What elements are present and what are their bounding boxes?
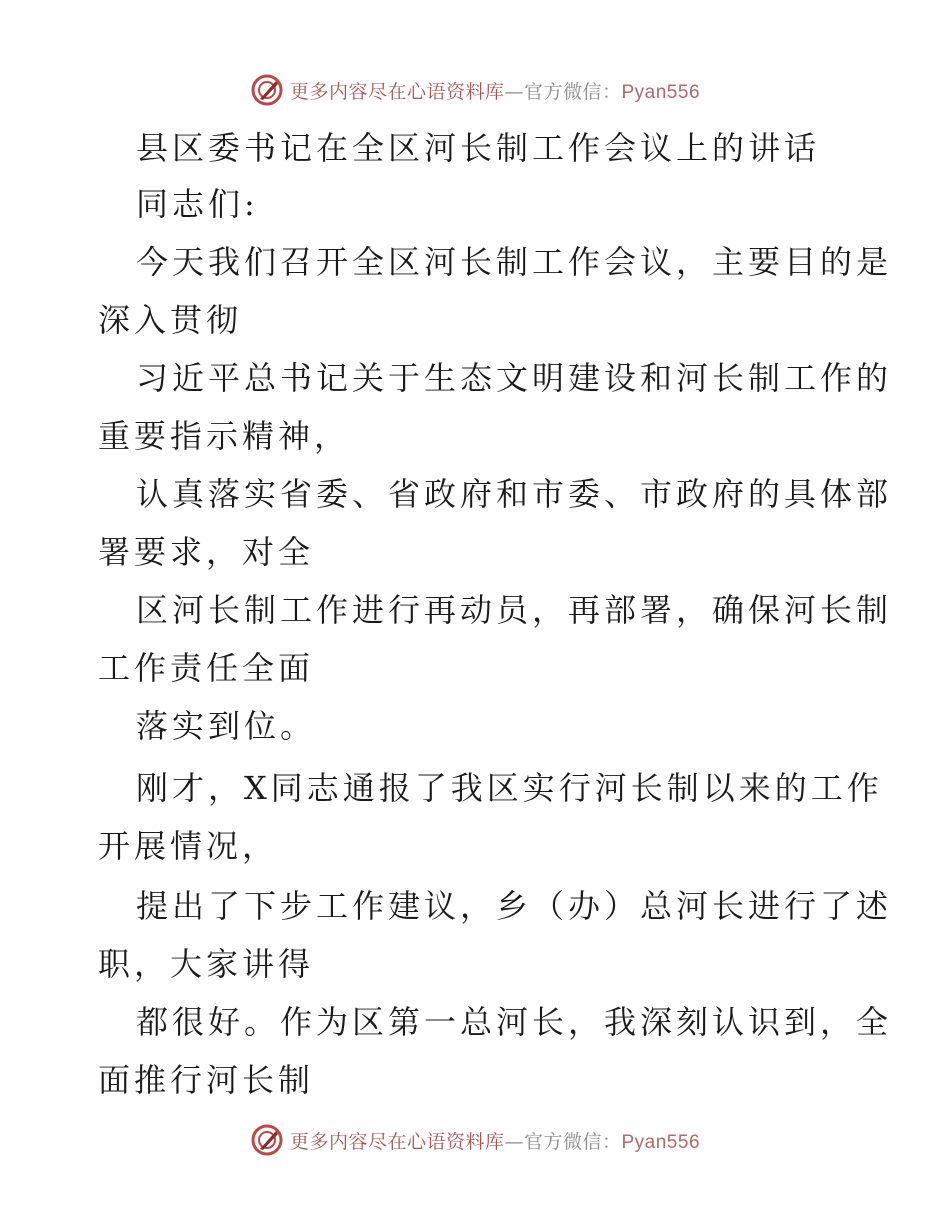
paragraph-line: 职，大家讲得	[98, 945, 315, 983]
quill-logo-icon	[250, 73, 284, 107]
paragraph-line: 工作责任全面	[98, 649, 315, 687]
quill-logo-icon	[250, 1123, 284, 1157]
document-title: 县区委书记在全区河长制工作会议上的讲话	[136, 129, 821, 167]
salutation: 同志们:	[136, 185, 259, 223]
paragraph-line: 习近平总书记关于生态文明建设和河长制工作的	[136, 359, 893, 397]
paragraph-line: 都很好。作为区第一总河长，我深刻认识到，全	[136, 1003, 893, 1041]
footer-watermark-text: 更多内容尽在心语资料库—官方微信：Pyan556	[289, 1130, 701, 1153]
paragraph-line: 开展情况，	[98, 827, 279, 865]
paragraph-line: 深入贯彻	[98, 301, 243, 339]
paragraph-line: 面推行河长制	[98, 1061, 315, 1099]
paragraph-line: 重要指示精神，	[98, 417, 351, 455]
paragraph-line: 区河长制工作进行再动员，再部署，确保河长制	[136, 591, 893, 629]
paragraph-line: 落实到位。	[136, 707, 317, 745]
header-watermark-banner	[0, 70, 950, 110]
header-watermark-text: 更多内容尽在心语资料库—官方微信：Pyan556	[289, 80, 701, 103]
paragraph-line: 今天我们召开全区河长制工作会议，主要目的是	[136, 243, 893, 281]
paragraph-line: 刚才，X同志通报了我区实行河长制以来的工作	[136, 769, 883, 807]
paragraph-line: 认真落实省委、省政府和市委、市政府的具体部	[136, 475, 893, 513]
footer-watermark-banner	[0, 1120, 950, 1160]
paragraph-line: 提出了下步工作建议，乡（办）总河长进行了述	[136, 887, 893, 925]
paragraph-line: 署要求，对全	[98, 533, 315, 571]
